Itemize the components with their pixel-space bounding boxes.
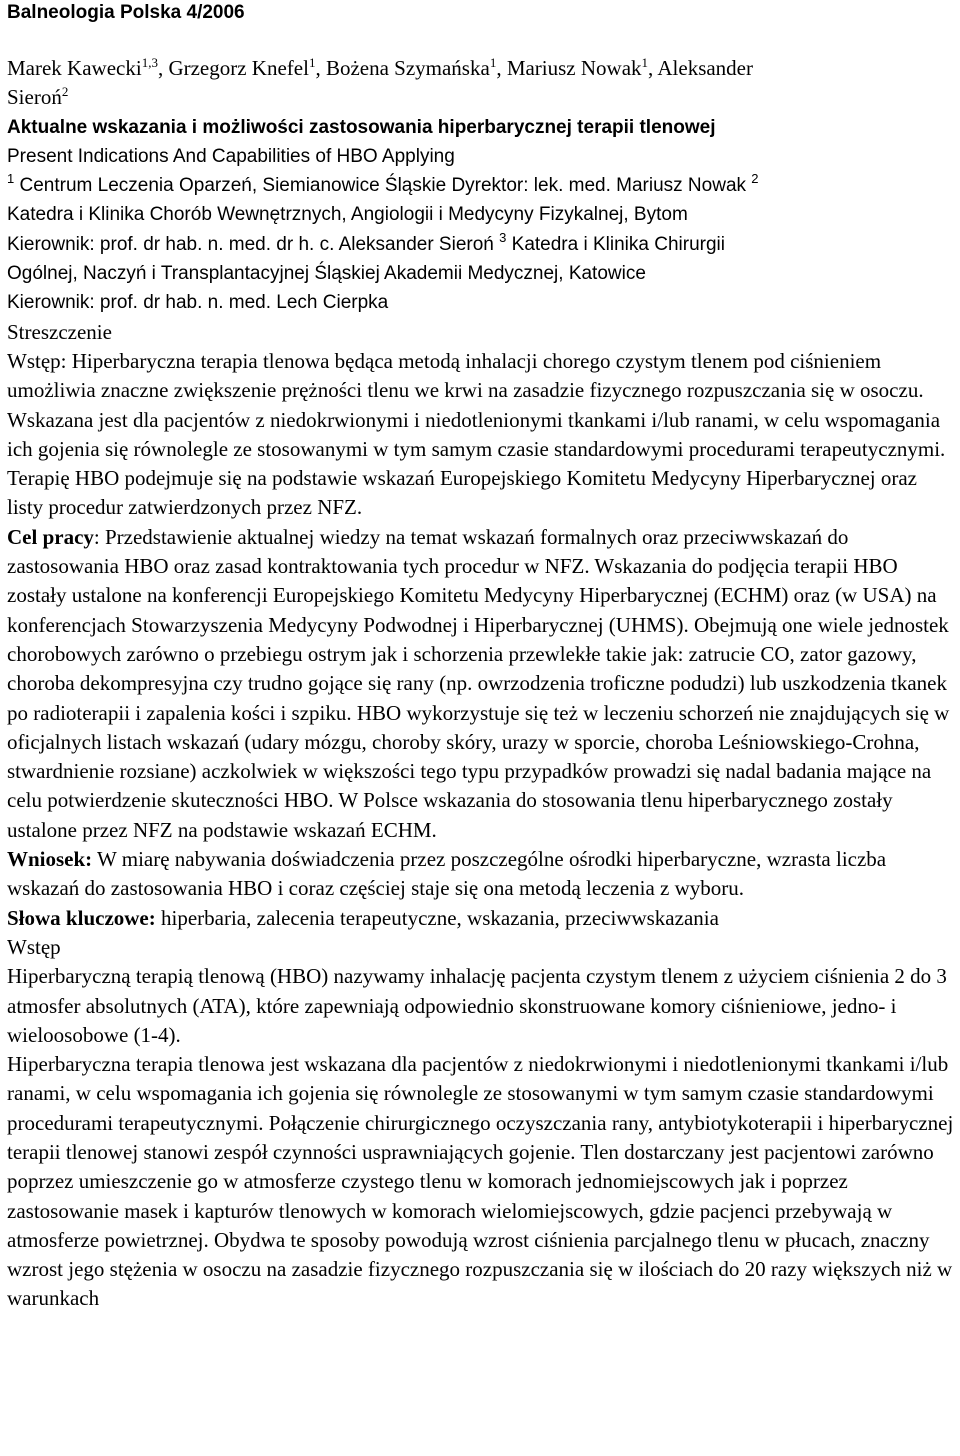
affiliation-2-head: Kierownik: prof. dr hab. n. med. dr h. c. Aleksander Sieroń <box>7 233 500 255</box>
conclusion-label: Wniosek: <box>7 847 93 872</box>
author-name: Sieroń <box>7 85 62 110</box>
title-polish: Aktualne wskazania i możliwości zastosowania hiperbarycznej terapii tlenowej <box>7 116 716 138</box>
affiliation-marker: 3 <box>499 229 507 245</box>
affiliation-3-head: Kierownik: prof. dr hab. n. med. Lech Cierpka <box>7 292 389 314</box>
keywords-label: Słowa kluczowe: <box>7 905 156 930</box>
affiliation-marker: 1 <box>7 171 15 187</box>
affiliation-marker: 2 <box>61 84 69 100</box>
affiliation-marker: 1 <box>308 55 316 70</box>
author-name: , Mariusz Nowak <box>496 56 642 80</box>
aim-text: : Przedstawienie aktualnej wiedzy na temat wskazań formalnych oraz przeciwwskazań do zastosowania HBO oraz zasad kontraktowania tych procedur w NFZ. Wskazania do podjęcia terapii HBO zostały ustalone na konferencji Europejskiego Komitetu Medycyny Hiperbarycznej (ECHM) oraz (w USA) na konferencjach Stowarzyszenia Medycyny Podwodnej i Hiperbarycznej (UHMS). Obejmują one wiele jednostek chorobowych zarówno o przebiegu ostrym jak i schorzenia przewlekłe takie jak: zatrucie CO, zator gazowy, choroba dekompresyjna czy trudno gojące się rany (np. owrzodzenia troficzne podudzi) lub uszkodzenia tkanek po radioterapii i zapalenia kości i szpiku. HBO wykorzystuje się też w leczeniu schorzeń nie znajdujących się w oficjalnych listach wskazań (udary mózgu, choroby skóry, urazy w sporcie, choroba Leśniowskiego-Crohna, stwardnienie rozsiane) aczkolwiek w większości tego typu przypadków prowadzi się nadal badania mające na celu potwierdzenie skuteczności HBO. W Polsce wskazania do stosowania tlenu hiperbarycznego zostały ustalone przez NFZ na podstawie wskazań ECHM. <box>7 524 950 842</box>
affiliation-1: Centrum Leczenia Oparzeń, Siemianowice Śląskie Dyrektor: lek. med. Mariusz Nowak <box>14 175 752 197</box>
author-name: , Grzegorz Knefel <box>157 56 309 80</box>
affiliation-2: Katedra i Klinika Chorób Wewnętrznych, Angiologii i Medycyny Fizykalnej, Bytom <box>7 204 688 226</box>
abstract-heading: Streszczenie <box>7 319 112 344</box>
affiliation-marker: 1 <box>489 55 497 70</box>
document-page <box>7 0 957 1314</box>
paragraph: Hiperbaryczna terapia tlenowa jest wskazana dla pacjentów z niedokrwionymi i niedotlenionymi tkankami i/lub ranami, w celu wspomagania ich gojenia się równolegle ze stosowanymi w tym samym czasie standardowymi procedurami terapeutycznymi. Połączenie chirurgicznego oczyszczania rany, antybiotykoterapii i hiperbarycznej terapii tlenowej stanowi zespół czynności usprawniających gojenie. Tlen dostarczany jest pacjentowi zarówno poprzez umieszczenie go w atmosferze czystego tlenu w komorach jednomiejscowych jak i poprzez zastosowanie masek i kapturów tlenowych w komorach wielomiejscowych, gdzie pacjenci przebywają w atmosferze powietrznej. Obydwa te sposoby powodują wzrost ciśnienia parcjalnego tlenu w płucach, znaczny wzrost jego stężenia w osoczu na zasadzie fizycznego rozpuszczania się w ilościach do 20 razy większych niż w warunkach <box>7 1052 954 1311</box>
intro-text: : Hiperbaryczna terapia tlenowa będąca metodą inhalacji chorego czystym tlenem pod ciśnieniem umożliwia znaczne zwiększenie prężności tlenu we krwi na zasadzie fizycznego rozpuszczania się w osoczu. Wskazana jest dla pacjentów z niedokrwionymi i niedotlenionymi tkankami i/lub ranami, w celu wspomagania ich gojenia się równolegle ze stosowanymi w tym samym czasie standardowymi procedurami terapeutycznymi. Terapię HBO podejmuje się na podstawie wskazań Europejskiego Komitetu Medycyny Hiperbarycznej oraz listy procedur zatwierdzonych przez NFZ. <box>7 348 946 520</box>
body-text <box>7 933 957 1314</box>
intro-label: Wstęp <box>7 348 61 373</box>
abstract-intro <box>7 347 957 523</box>
author-name: , Aleksander <box>648 56 754 80</box>
section-heading: Wstęp <box>7 934 61 959</box>
affiliations <box>7 171 957 317</box>
affiliation-marker: 1,3 <box>141 55 158 70</box>
aim-label: Cel pracy <box>7 524 94 549</box>
author-list <box>7 54 957 113</box>
affiliation-3: Katedra i Klinika Chirurgii <box>506 233 725 255</box>
keywords <box>7 904 957 933</box>
paragraph: Hiperbaryczną terapią tlenową (HBO) nazywamy inhalację pacjenta czystym tlenem z użyciem ciśnienia 2 do 3 atmosfer absolutnych (ATA), które zapewniają odpowiednio skonstruowane komory ciśnieniowe, jedno- i wieloosobowe (1-4). <box>7 964 947 1047</box>
title-english: Present Indications And Capabilities of HBO Applying <box>7 145 455 167</box>
author-name: , Bożena Szymańska <box>315 56 490 80</box>
abstract-conclusion <box>7 845 957 904</box>
conclusion-text: W miarę nabywania doświadczenia przez poszczególne ośrodki hiperbaryczne, wzrasta liczba wskazań do zastosowania HBO i coraz częściej staje się ona metodą leczenia z wyboru. <box>7 847 887 901</box>
author-name: Marek Kawecki <box>7 56 142 80</box>
abstract <box>7 318 957 933</box>
keywords-text: hiperbaria, zalecenia terapeutyczne, wskazania, przeciwwskazania <box>155 905 719 930</box>
abstract-aim <box>7 523 957 845</box>
journal-header: Balneologia Polska 4/2006 <box>7 2 245 23</box>
affiliation-3-line: Ogólnej, Naczyń i Transplantacyjnej Śląskiej Akademii Medycznej, Katowice <box>7 263 646 285</box>
affiliation-marker: 1 <box>641 55 649 70</box>
affiliation-marker: 2 <box>751 171 759 187</box>
